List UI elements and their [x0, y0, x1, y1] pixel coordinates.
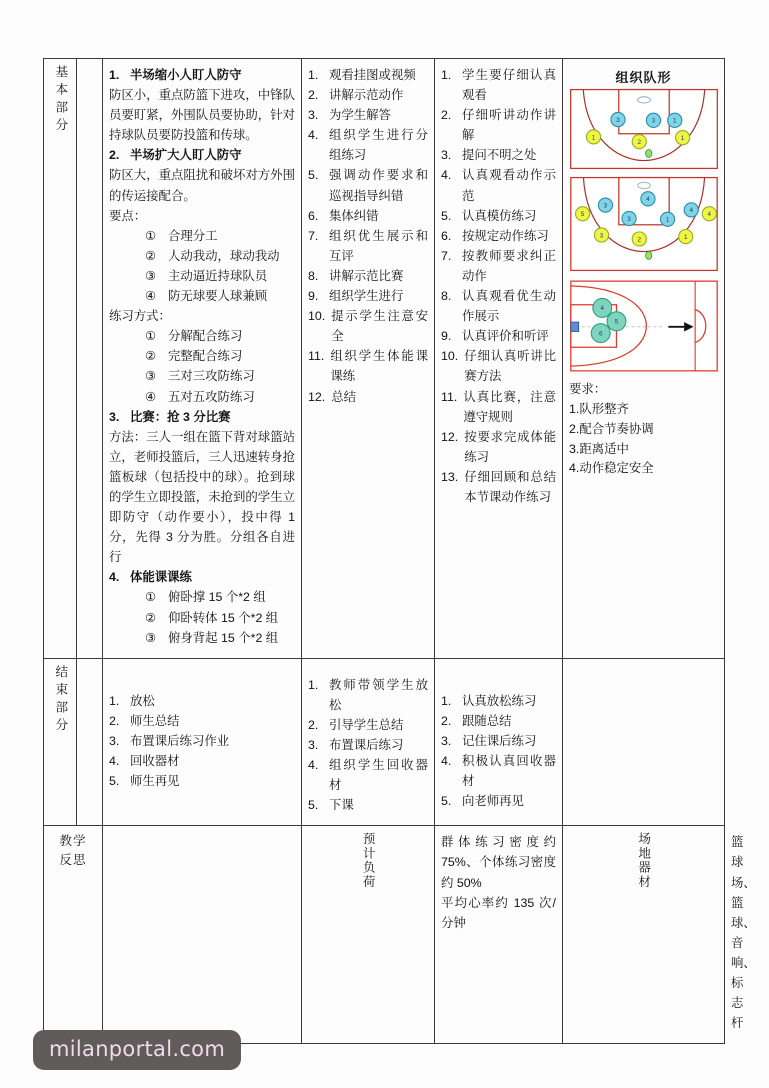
content-sublist-item	[145, 387, 295, 407]
student-activity-item-text: 按规定动作练习	[462, 228, 549, 243]
teacher-activity-item-num: 4.	[308, 128, 319, 143]
ending-student-item	[441, 691, 556, 711]
court-diagram-1-svg	[569, 88, 719, 170]
requirements-title: 要求：	[569, 382, 607, 397]
ending-teacher-cell	[302, 658, 435, 826]
content-heading-text: 体能课课练	[130, 570, 192, 585]
content-sublist-item-text: 俯卧撑 15 个*2 组	[168, 590, 266, 605]
content-paragraph: 防区小，重点防篮下进攻，中锋队员要盯紧，外围队员要协助，针对持球队员要防投篮和传球。	[109, 88, 295, 143]
load-value-line2: 平均心率约 135 次/分钟	[441, 895, 556, 930]
content-sublist-item	[145, 246, 295, 266]
formation-header: 组织队形	[615, 70, 672, 85]
equipment-label-cell	[563, 826, 725, 1044]
load-label: 预计负荷	[361, 832, 376, 890]
content-sublist-item-num: ②	[145, 248, 157, 263]
player-token-label: 5	[614, 318, 619, 326]
basic-teacher-cell	[302, 59, 435, 659]
offense-token-label: 5	[580, 211, 585, 219]
student-activity-item-num: 9.	[441, 329, 452, 344]
content-paragraph: 练习方式：	[109, 309, 171, 324]
basic-student-cell	[435, 59, 563, 659]
teacher-activity-item	[308, 346, 428, 386]
court-diagram-1	[569, 88, 718, 170]
teacher-activity-item	[308, 387, 428, 407]
ending-content-cell	[103, 658, 302, 826]
defender-token-label: 3	[616, 116, 620, 124]
offense-token-label: 2	[637, 139, 642, 147]
student-activity-item	[441, 467, 556, 507]
teacher-activity-item-text: 提示学生注意安全	[331, 309, 428, 344]
teacher-activity-item-text: 组织学生进行	[329, 289, 404, 304]
ending-student-item	[441, 751, 556, 791]
ending-content-item-num: 1.	[109, 693, 120, 708]
content-sublist-item	[145, 628, 295, 648]
ending-student-item	[441, 791, 556, 811]
defender-token-label: 3	[603, 202, 608, 210]
formation-requirements	[569, 380, 718, 479]
phase-label-basic-text: 基本部分	[53, 65, 68, 136]
student-activity-item-text: 认真观看优生动作展示	[462, 289, 556, 324]
ending-content-item-text: 回收器材	[130, 754, 180, 768]
ending-teacher-item	[308, 715, 428, 735]
teacher-activity-item-num: 2.	[308, 88, 319, 103]
teacher-activity-item	[308, 125, 428, 165]
student-activity-item-num: 3.	[441, 148, 452, 163]
content-sublist-item-text: 三对三攻防练习	[168, 369, 255, 384]
content-sublist-item-num: ①	[145, 329, 157, 344]
ending-student-item-text: 积极认真回收器材	[462, 754, 556, 789]
ending-teacher-item	[308, 755, 428, 795]
ending-student-item-text: 认真放松练习	[462, 693, 537, 708]
content-sublist-item-num: ②	[145, 610, 157, 625]
requirement-item: 4.动作稳定安全	[569, 461, 654, 476]
player-token-label: 6	[598, 330, 603, 338]
teacher-activity-item-num: 1.	[308, 68, 319, 82]
student-activity-item-text: 仔细认真听讲比赛方法	[464, 349, 556, 384]
content-heading-text: 半场扩大人盯人防守	[130, 148, 242, 163]
content-sublist-item	[145, 608, 295, 628]
defender-token-label: 3	[627, 215, 631, 223]
student-activity-item	[441, 387, 556, 427]
content-sublist-item-num: ③	[145, 268, 157, 283]
requirement-item: 2.配合节奏协调	[569, 421, 654, 436]
ending-student-cell	[435, 658, 563, 826]
ending-teacher-item-text: 引导学生总结	[329, 717, 404, 732]
defender-token-label: 3	[651, 117, 656, 125]
content-sublist	[109, 226, 295, 306]
teacher-activity-item	[308, 65, 428, 85]
teacher-activity-item-text: 组织优生展示和互评	[329, 228, 428, 263]
student-activity-item-text: 按教师要求纠正动作	[462, 248, 556, 283]
student-activity-item-num: 12.	[441, 429, 459, 444]
offense-token-label: 2	[637, 236, 642, 244]
student-activity-item-text: 按要求完成体能练习	[464, 429, 556, 464]
student-activity-item-num: 10.	[441, 349, 459, 364]
teacher-activity-item	[308, 266, 428, 286]
content-sublist-item-num: ④	[145, 389, 157, 404]
content-sublist-item-num: ③	[145, 369, 157, 384]
lesson-plan-table	[43, 58, 756, 1044]
offense-token-label: 1	[683, 233, 688, 241]
student-activity-item-text: 提问不明之处	[462, 148, 537, 163]
defender-token-label: 4	[646, 196, 650, 204]
ending-teacher-item-text: 教师带领学生放松	[329, 677, 428, 712]
content-sublist-item	[145, 587, 295, 607]
content-sublist-item	[145, 326, 295, 346]
content-sublist-item-text: 完整配合练习	[168, 349, 243, 364]
content-sublist-item-text: 主动逼近持球队员	[168, 268, 268, 283]
student-activity-item	[441, 105, 556, 145]
content-sublist-item-text: 仰卧转体 15 个*2 组	[168, 610, 279, 625]
ending-content-item	[109, 771, 295, 791]
player-token-label: 4	[600, 305, 605, 313]
content-heading-num: 1.	[109, 68, 120, 82]
ending-content-item	[109, 711, 295, 731]
table-row-ending-part	[44, 658, 725, 826]
teacher-activity-item-text: 组织学生进行分组练习	[329, 128, 428, 163]
teacher-activity-item-num: 10.	[308, 309, 326, 324]
teacher-activity-item-text: 总结	[331, 389, 357, 404]
requirement-item: 1.队形整齐	[569, 401, 629, 416]
student-activity-item-text: 认真观看动作示范	[462, 168, 556, 203]
content-sublist-item-text: 人动我动，球动我动	[168, 248, 280, 263]
ending-content-item	[109, 751, 295, 771]
student-activity-item-num: 4.	[441, 168, 452, 183]
ending-content-item-text: 放松	[130, 693, 155, 708]
content-heading	[109, 65, 295, 85]
student-activity-item	[441, 226, 556, 246]
teacher-activity-item-text: 观看挂图或视频	[329, 68, 416, 82]
student-activity-item-text: 仔细听讲动作讲解	[462, 108, 556, 143]
ending-teacher-item-num: 3.	[308, 738, 319, 752]
teacher-activity-item-num: 3.	[308, 108, 319, 123]
defender-token-label: 1	[672, 117, 677, 125]
ending-teacher-item-num: 4.	[308, 758, 319, 773]
ending-teacher-item-num: 5.	[308, 798, 319, 813]
student-activity-item-text: 仔细回顾和总结本节课动作练习	[464, 469, 556, 504]
content-sublist-item-num: ④	[145, 289, 157, 304]
student-activity-item-num: 7.	[441, 248, 452, 263]
content-sublist-item-num: ①	[145, 228, 157, 243]
content-heading-num: 3.	[109, 409, 120, 424]
student-activity-item-num: 2.	[441, 108, 452, 123]
ending-content-item-num: 4.	[109, 754, 120, 768]
content-heading-text: 半场缩小人盯人防守	[130, 68, 242, 82]
teacher-activity-item-num: 5.	[308, 168, 319, 183]
ending-student-item	[441, 731, 556, 751]
ending-content-item	[109, 691, 295, 711]
content-heading-num: 4.	[109, 570, 120, 585]
ending-student-item-num: 1.	[441, 693, 452, 708]
student-activity-item-num: 11.	[441, 389, 458, 404]
content-heading-text: 比赛：抢 3 分比赛	[130, 409, 231, 424]
equipment-label: 场地器材	[636, 832, 651, 890]
teacher-activity-item	[308, 286, 428, 306]
ending-teacher-item-text: 组织学生回收器材	[329, 758, 428, 793]
ending-student-item-text: 向老师再见	[462, 794, 524, 809]
student-activity-item-text: 认真模仿练习	[462, 208, 537, 223]
student-activity-item-text: 认真比赛，注意遵守规则	[463, 389, 556, 424]
ending-spacer-cell	[77, 658, 103, 826]
teacher-activity-item	[308, 306, 428, 346]
defender-token-label: 1	[665, 216, 670, 224]
ending-student-item-num: 5.	[441, 794, 452, 809]
teacher-activity-item-text: 强调动作要求和巡视指导纠错	[329, 168, 428, 203]
teacher-activity-item-text: 集体纠错	[329, 208, 379, 223]
ending-formation-cell	[563, 658, 725, 826]
offense-token-label: 3	[599, 232, 604, 240]
student-activity-item-num: 8.	[441, 289, 452, 304]
teacher-activity-item-num: 12.	[308, 389, 326, 404]
content-sublist-item	[145, 286, 295, 306]
load-label-cell	[302, 826, 435, 1044]
court-diagram-3	[569, 278, 718, 374]
court-diagram-2	[569, 176, 718, 272]
phase-label-ending	[44, 658, 77, 826]
content-sublist-item	[145, 226, 295, 246]
teacher-activity-item-num: 8.	[308, 268, 319, 283]
content-sublist	[109, 587, 295, 647]
court-diagram-3-svg	[569, 278, 719, 374]
watermark: milanportal.com	[33, 1030, 241, 1070]
content-sublist-item-text: 防无球要人球兼顾	[168, 289, 268, 304]
ending-student-item	[441, 711, 556, 731]
student-activity-item-text: 认真评价和听评	[462, 329, 549, 344]
content-sublist-item-text: 分解配合练习	[168, 329, 243, 344]
phase-label-basic	[44, 59, 77, 659]
content-sublist-item-text: 俯身背起 15 个*2 组	[168, 630, 279, 645]
load-value-cell	[435, 826, 563, 1044]
teacher-activity-item	[308, 165, 428, 205]
student-activity-item	[441, 286, 556, 326]
ending-content-item-text: 布置课后练习作业	[130, 733, 230, 748]
ending-content-item-num: 3.	[109, 733, 120, 748]
content-paragraph: 防区大，重点阻扰和破坏对方外围的传运接配合。	[109, 168, 295, 203]
content-sublist-item-text: 五对五攻防练习	[168, 389, 255, 404]
teacher-activity-item	[308, 85, 428, 105]
content-sublist-item-num: ③	[145, 630, 157, 645]
offense-token-label: 1	[680, 135, 685, 143]
ending-teacher-item-num: 1.	[308, 677, 319, 692]
teacher-activity-item-num: 7.	[308, 228, 319, 243]
reflection-label: 教学 反思	[59, 834, 87, 867]
ending-student-item-num: 3.	[441, 733, 452, 748]
ending-content-item-num: 2.	[109, 713, 120, 728]
content-sublist-item	[145, 346, 295, 366]
student-activity-item	[441, 326, 556, 346]
teacher-activity-item-num: 11.	[308, 349, 325, 364]
teacher-activity-item-text: 讲解示范比赛	[329, 268, 404, 283]
student-activity-item	[441, 246, 556, 286]
ending-student-item-num: 2.	[441, 713, 452, 728]
student-activity-item	[441, 145, 556, 165]
student-activity-item	[441, 65, 556, 105]
content-heading-num: 2.	[109, 148, 120, 163]
student-activity-item	[441, 165, 556, 205]
offense-token-label: 4	[707, 211, 712, 219]
content-heading	[109, 567, 295, 587]
load-value-line1: 群体练习密度约 75%、个体练习密度约 50%	[441, 835, 556, 890]
table-row-basic-part	[44, 59, 725, 659]
ending-content-item-num: 5.	[109, 774, 120, 789]
content-sublist-item	[145, 266, 295, 286]
teacher-activity-item-num: 6.	[308, 208, 319, 223]
student-activity-item-num: 6.	[441, 228, 452, 243]
defender-token-label: 4	[689, 207, 693, 215]
teacher-activity-item-text: 组织学生体能课课练	[330, 349, 428, 384]
content-paragraph: 方法：三人一组在篮下背对球篮站立，老师投篮后，三人迅速转身抢篮板球（包括投中的球）。抢到球的学生立即投篮，未抢到的学生立即防守（动作要小），投中得 1 分，先得 3 分为胜。分组各自进行	[109, 429, 295, 565]
phase-label-ending-text: 结束部分	[53, 664, 68, 736]
ending-content-item-text: 师生总结	[130, 713, 180, 728]
ending-student-item-text: 跟随总结	[462, 713, 512, 728]
ending-content-item-text: 师生再见	[130, 774, 180, 789]
ending-content-item	[109, 731, 295, 751]
content-sublist-item-num: ①	[145, 590, 157, 605]
student-activity-item-num: 13.	[441, 469, 459, 484]
ending-teacher-item	[308, 675, 428, 715]
student-activity-item	[441, 206, 556, 226]
student-activity-item	[441, 346, 556, 386]
content-sublist-item-text: 合理分工	[168, 228, 218, 243]
ending-teacher-item-num: 2.	[308, 717, 319, 732]
offense-token-label: 1	[591, 134, 596, 142]
content-sublist-item	[145, 366, 295, 386]
reflection-label-cell	[44, 826, 103, 1044]
ending-teacher-item	[308, 735, 428, 755]
teacher-activity-item	[308, 226, 428, 266]
teacher-activity-item-num: 9.	[308, 289, 319, 304]
content-heading	[109, 145, 295, 165]
basic-content-cell	[103, 59, 302, 659]
student-activity-item-num: 1.	[441, 68, 452, 82]
content-sublist-item-num: ②	[145, 349, 157, 364]
reflection-value-cell[interactable]	[103, 826, 302, 1044]
basic-spacer-cell	[77, 59, 103, 659]
content-sublist	[109, 326, 295, 406]
ending-student-item-text: 记住课后练习	[462, 733, 537, 748]
teacher-activity-item-text: 为学生解答	[329, 108, 391, 123]
court-diagram-2-svg	[569, 176, 719, 272]
basic-formation-cell	[563, 59, 725, 659]
teacher-activity-item	[308, 206, 428, 226]
table-row-summary: 教学 反思 预计负荷 群体练习密度约 75%、个体练习密度约 50% 平均心率约 135 次/分钟 场地器材 篮球场、篮球、音响、标志杆	[44, 826, 725, 1044]
ending-teacher-item	[308, 795, 428, 815]
student-activity-item-num: 5.	[441, 208, 452, 223]
content-paragraph: 要点：	[109, 208, 147, 223]
content-heading	[109, 407, 295, 427]
ending-student-item-num: 4.	[441, 754, 452, 768]
teacher-activity-item	[308, 105, 428, 125]
student-activity-item	[441, 427, 556, 467]
teacher-activity-item-text: 讲解示范动作	[329, 88, 404, 103]
requirement-item: 3.距离适中	[569, 441, 629, 456]
student-activity-item-text: 学生要仔细认真观看	[462, 68, 556, 103]
ending-teacher-item-text: 布置课后练习	[329, 738, 404, 752]
ending-teacher-item-text: 下课	[329, 798, 354, 813]
